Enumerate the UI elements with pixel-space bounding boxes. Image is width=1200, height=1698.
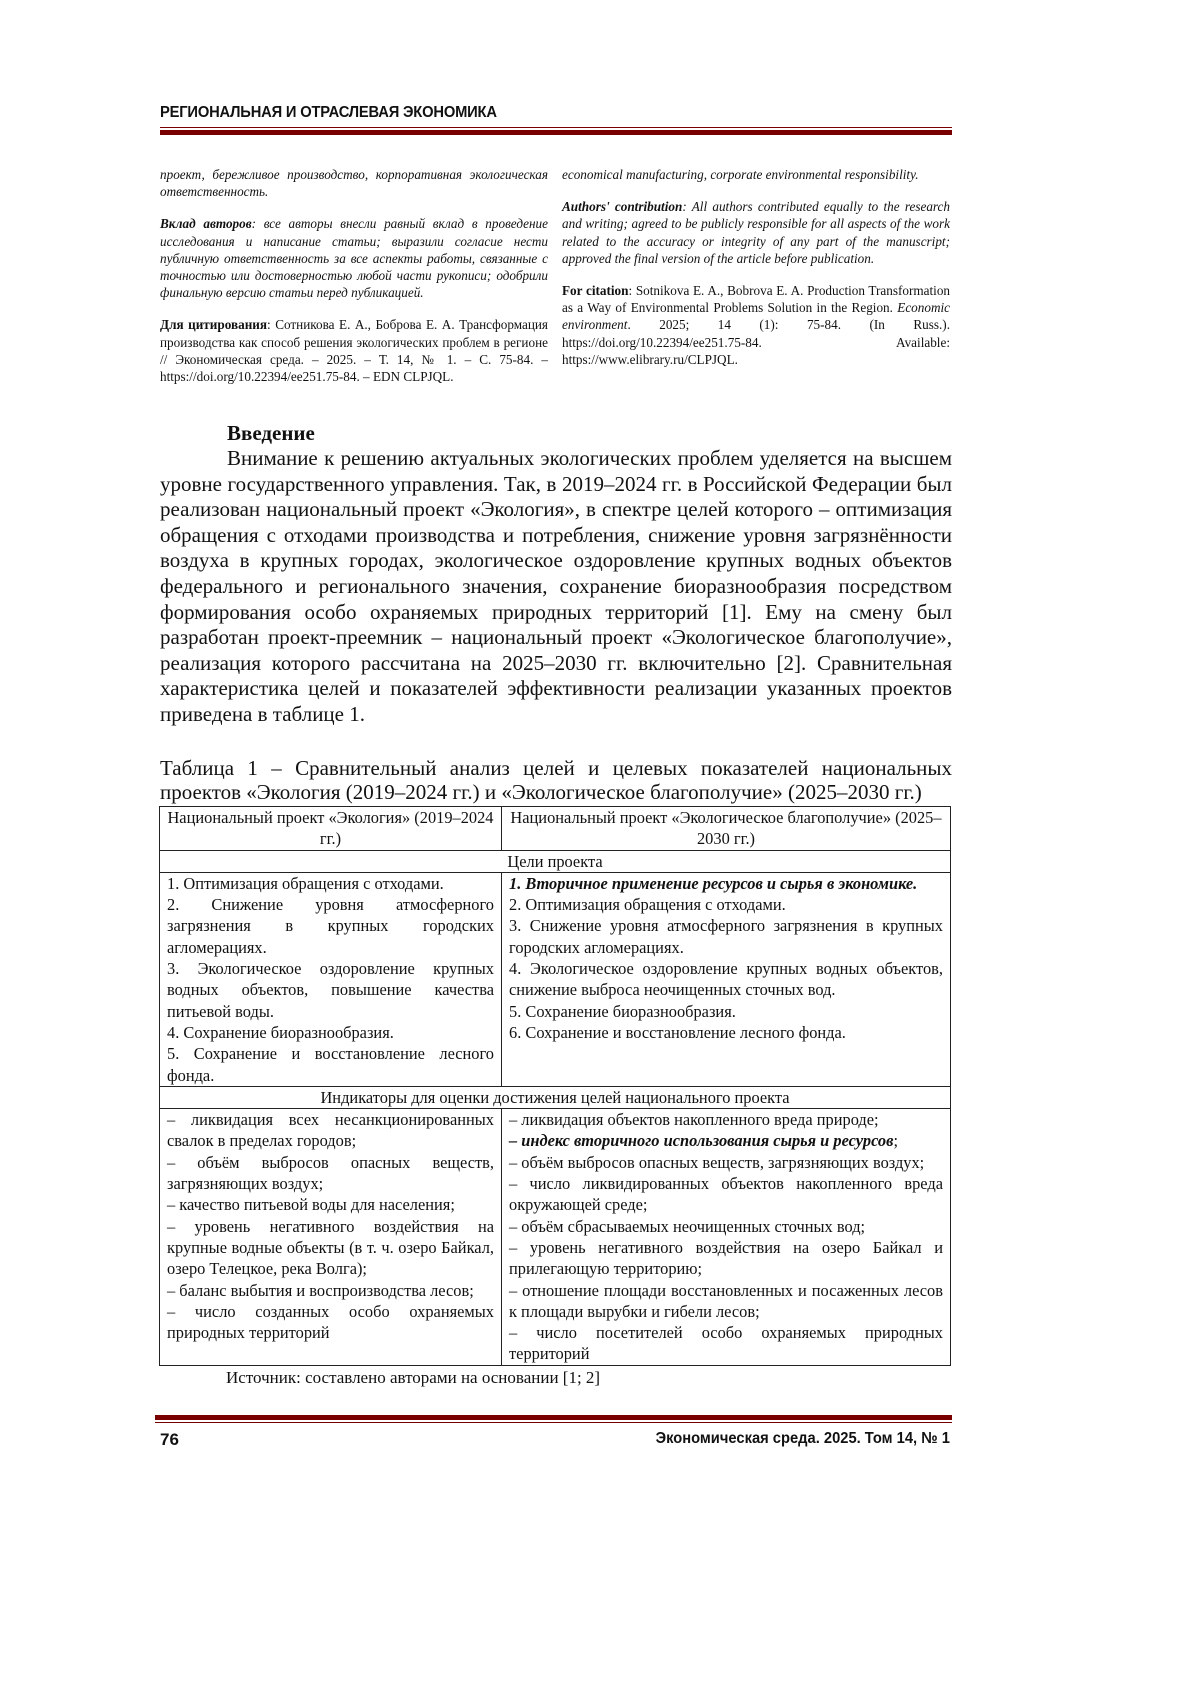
list-item: – уровень негативного воздействия на озеро Байкал и прилегающую территорию; xyxy=(509,1237,943,1280)
list-item: – объём выбросов опасных веществ, загрязняющих воздух; xyxy=(167,1152,494,1195)
list-item: 5. Сохранение биоразнообразия. xyxy=(509,1001,943,1022)
table-section-row xyxy=(160,1086,951,1108)
list-item: – уровень негативного воздействия на крупные водные объекты (в т. ч. озеро Байкал, озеро Телецкое, река Волга); xyxy=(167,1216,494,1280)
citation-label-ru: Для цитирования xyxy=(160,317,267,332)
contribution-label-ru: Вклад авторов xyxy=(160,216,252,231)
list-item: 2. Снижение уровня атмосферного загрязнения в крупных городских агломерациях. xyxy=(167,894,494,958)
list-item: – объём сбрасываемых неочищенных сточных вод; xyxy=(509,1216,943,1237)
table-row xyxy=(160,872,951,1086)
list-item: 3. Экологическое оздоровление крупных водных объектов, повышение качества питьевой воды. xyxy=(167,958,494,1022)
contribution-label-en: Authors' contribution xyxy=(562,199,682,214)
list-item-highlight: – индекс вторичного использования сырья и ресурсов; xyxy=(509,1130,943,1151)
list-item: – число созданных особо охраняемых природных территорий xyxy=(167,1301,494,1344)
indicators-wellbeing xyxy=(502,1109,951,1366)
keywords-ru: проект, бережливое производство, корпоративная экологическая ответственность. xyxy=(160,166,548,200)
table-source-note: Источник: составлено авторами на основании [1; 2] xyxy=(226,1368,600,1388)
list-item: – ликвидация объектов накопленного вреда природе; xyxy=(509,1109,943,1130)
journal-footer: Экономическая среда. 2025. Том 14, № 1 xyxy=(656,1430,950,1448)
list-item: – объём выбросов опасных веществ, загрязняющих воздух; xyxy=(509,1152,943,1173)
table-header-row xyxy=(160,807,951,851)
header-rule-thin xyxy=(160,127,952,128)
table-section-row xyxy=(160,850,951,872)
comparison-table xyxy=(159,806,951,1366)
citation-en xyxy=(562,282,950,368)
indicators-ecology xyxy=(160,1109,502,1366)
table-row xyxy=(160,1109,951,1366)
contribution-text-en: : All authors contributed equally to the research and writing; agreed to be publicly responsible for all aspects of the work related to the accuracy or integrity of any part of the manuscript; approved the final version of the article before publication. xyxy=(562,199,950,266)
list-item: 4. Экологическое оздоровление крупных водных объектов, снижение выброса неочищенных сточных вод. xyxy=(509,958,943,1001)
russian-metadata-column xyxy=(160,166,548,400)
contribution-text-ru: : все авторы внесли равный вклад в проведение исследования и написание статьи; выразили согласие нести публичную ответственность за все аспекты работы, связанные с точностью или достоверностью любой части рукописи; одобрили финальную версию статьи перед публикацией. xyxy=(160,216,548,300)
citation-text-ru: : Сотникова Е. А., Боброва Е. А. Трансформация производства как способ решения экологических проблем в регионе // Экономическая среда. – 2025. – Т. 14, № 1. – С. 75-84. – https://doi.org/10.22394/ee251.75-84. – EDN CLPJQL. xyxy=(160,317,548,384)
section-indicators: Индикаторы для оценки достижения целей национального проекта xyxy=(160,1086,951,1108)
list-item: 6. Сохранение и восстановление лесного фонда. xyxy=(509,1022,943,1043)
column-header-wellbeing: Национальный проект «Экологическое благополучие» (2025–2030 гг.) xyxy=(502,807,951,851)
introduction-section xyxy=(160,420,952,728)
keywords-en: economical manufacturing, corporate environmental responsibility. xyxy=(562,166,950,183)
introduction-heading: Введение xyxy=(227,420,952,446)
contribution-ru xyxy=(160,215,548,301)
list-item: 3. Снижение уровня атмосферного загрязнения в крупных городских агломерациях. xyxy=(509,915,943,958)
citation-text-en-2: . 2025; 14 (1): 75-84. (In Russ.). https://doi.org/10.22394/ee251.75-84. Available: https://www.elibrary.ru/CLPJQL. xyxy=(562,317,950,366)
page-number: 76 xyxy=(160,1430,179,1450)
citation-text-en: : Sotnikova E. A., Bobrova E. A. Production Transformation as a Way of Environmental Problems Solution in the Region. xyxy=(562,283,950,315)
column-header-ecology: Национальный проект «Экология» (2019–2024 гг.) xyxy=(160,807,502,851)
goals-ecology xyxy=(160,872,502,1086)
list-item: – число ликвидированных объектов накопленного вреда окружающей среде; xyxy=(509,1173,943,1216)
footer-rule-thin xyxy=(155,1422,952,1423)
footer-rule-thick xyxy=(155,1415,952,1420)
list-item: 5. Сохранение и восстановление лесного фонда. xyxy=(167,1043,494,1086)
contribution-en xyxy=(562,198,950,267)
section-goals: Цели проекта xyxy=(160,850,951,872)
goals-wellbeing xyxy=(502,872,951,1086)
list-item: 2. Оптимизация обращения с отходами. xyxy=(509,894,943,915)
list-item: – баланс выбытия и воспроизводства лесов; xyxy=(167,1280,494,1301)
list-item: 4. Сохранение биоразнообразия. xyxy=(167,1022,494,1043)
introduction-paragraph: Внимание к решению актуальных экологических проблем уделяется на высшем уровне государственного управления. Так, в 2019–2024 гг. в Российской Федерации был реализован национальный проект «Экология», в спектре целей которого – оптимизация обращения с отходами производства и потребления, снижение уровня загрязнённости воздуха в крупных городах, экологическое оздоровление крупных водных объектов федерального и регионального значения, сохранение биоразнообразия посредством формирования особо охраняемых природных территорий [1]. Ему на смену был разработан проект-преемник – национальный проект «Экологическое благополучие», реализация которого рассчитана на 2025–2030 гг. включительно [2]. Сравнительная характеристика целей и показателей эффективности реализации указанных проектов приведена в таблице 1. xyxy=(160,446,952,728)
list-item: – число посетителей особо охраняемых природных территорий xyxy=(509,1322,943,1365)
list-item-highlight: 1. Вторичное применение ресурсов и сырья в экономике. xyxy=(509,873,943,894)
citation-label-en: For citation xyxy=(562,283,628,298)
running-head: РЕГИОНАЛЬНАЯ И ОТРАСЛЕВАЯ ЭКОНОМИКА xyxy=(160,104,497,122)
citation-journal-en: Economic environment xyxy=(562,300,950,332)
header-rule-thick xyxy=(160,130,952,135)
list-item: – отношение площади восстановленных и посаженных лесов к площади вырубки и гибели лесов; xyxy=(509,1280,943,1323)
list-item: – ликвидация всех несанкционированных свалок в пределах городов; xyxy=(167,1109,494,1152)
english-metadata-column xyxy=(562,166,950,383)
table-caption: Таблица 1 – Сравнительный анализ целей и целевых показателей национальных проектов «Экология (2019–2024 гг.) и «Экологическое благополучие» (2025–2030 гг.) xyxy=(160,756,952,804)
citation-ru xyxy=(160,316,548,385)
list-item: – качество питьевой воды для населения; xyxy=(167,1194,494,1215)
highlight-text: – индекс вторичного использования сырья и ресурсов xyxy=(509,1131,893,1150)
list-item: 1. Оптимизация обращения с отходами. xyxy=(167,873,494,894)
